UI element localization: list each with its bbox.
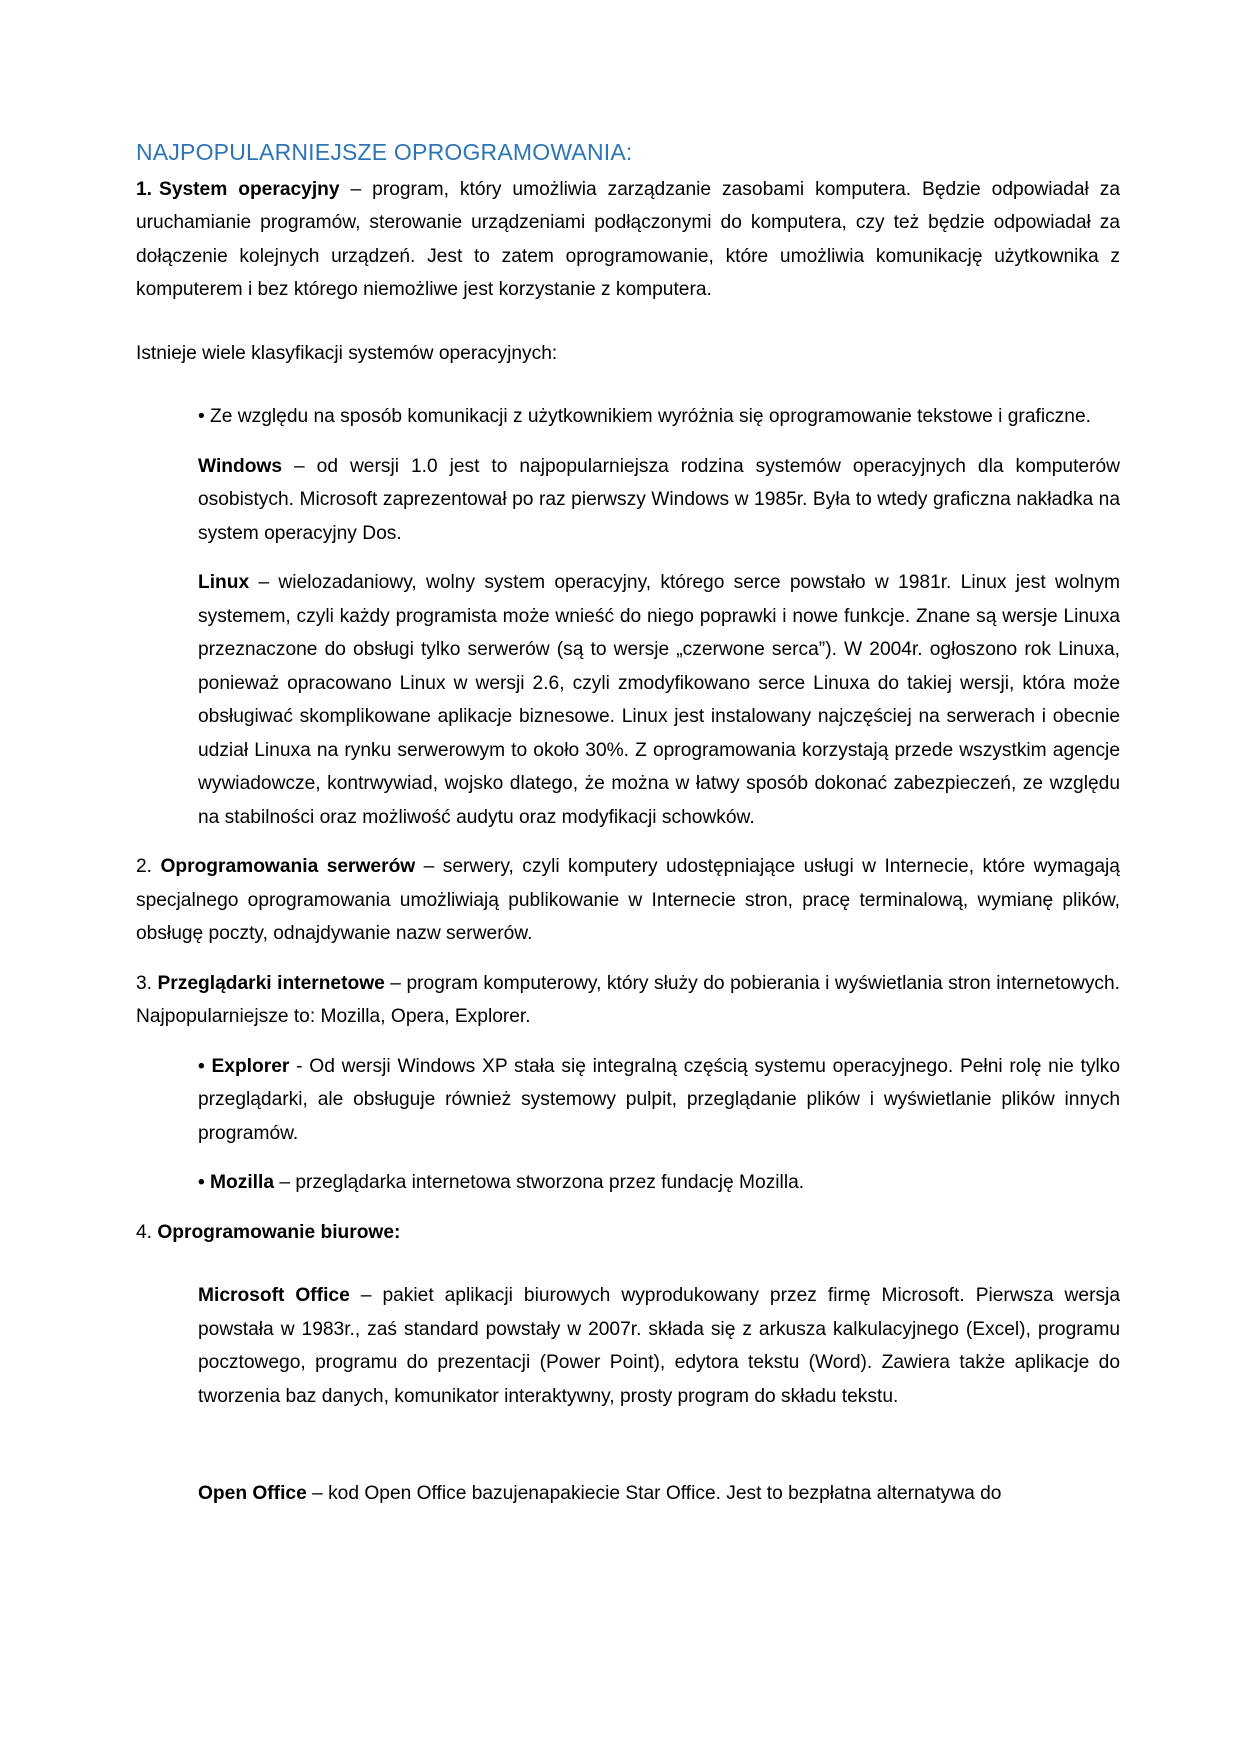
paragraph-system-operacyjny bbox=[136, 173, 1120, 307]
body-explorer: - Od wersji Windows XP stała się integralną częścią systemu operacyjnego. Pełni rolę nie tylko przeglądarki, ale obsługuje również systemowy pulpit, przeglądanie plików i wyświetlanie plików innych programów. bbox=[198, 1055, 1120, 1144]
term-microsoft-office: Microsoft Office bbox=[198, 1285, 350, 1307]
body-mozilla: – przeglądarka internetowa stworzona przez fundację Mozilla. bbox=[274, 1172, 805, 1194]
bullet-sposob-komunikacji: • Ze względu na sposób komunikacji z użytkownikiem wyróżnia się oprogramowanie tekstowe i graficzne. bbox=[198, 406, 1091, 428]
paragraph-windows bbox=[198, 450, 1120, 551]
list-number-4: 4. bbox=[136, 1221, 153, 1243]
list-number-3: 3. bbox=[136, 972, 153, 994]
term-system-operacyjny: System operacyjny bbox=[159, 178, 340, 200]
term-przegladarki-internetowe: Przeglądarki internetowe bbox=[152, 972, 385, 994]
body-windows: – od wersji 1.0 jest to najpopularniejsza rodzina systemów operacyjnych dla komputerów osobistych. Microsoft zaprezentował po raz pierwszy Windows w 1985r. Była to wtedy graficzna nakładka na system operacyjny Dos. bbox=[198, 455, 1120, 544]
term-explorer: Explorer bbox=[204, 1055, 290, 1077]
term-oprogramowania-serwerow: Oprogramowania serwerów bbox=[152, 856, 416, 878]
paragraph-microsoft-office bbox=[198, 1279, 1120, 1413]
bullet-marker-mozilla: • bbox=[198, 1172, 205, 1194]
term-windows: Windows bbox=[198, 455, 283, 477]
list-number-2: 2. bbox=[136, 856, 153, 878]
paragraph-open-office bbox=[198, 1477, 1120, 1511]
paragraph-oprogramowanie-biurowe bbox=[136, 1216, 1120, 1250]
bullet-marker-explorer: • bbox=[198, 1055, 205, 1077]
term-oprogramowanie-biurowe: Oprogramowanie biurowe: bbox=[152, 1221, 401, 1243]
body-system-operacyjny: – program, który umożliwia zarządzanie zasobami komputera. Będzie odpowiadał za uruchamianie programów, sterowanie urządzeniami podłączonymi do komputera, czy też będzie odpowiadał za dołączenie kolejnych urządzeń. Jest to zatem oprogramowanie, które umożliwia komunikację użytkownika z komputerem i bez którego niemożliwe jest korzystanie z komputera. bbox=[136, 178, 1120, 301]
term-mozilla: Mozilla bbox=[204, 1172, 275, 1194]
list-number-1: 1. bbox=[136, 178, 153, 200]
body-oprogramowania-serwerow: – serwery, czyli komputery udostępniające usługi w Internecie, które wymagają specjalnego oprogramowania umożliwiają publikowanie w Internecie stron, pracę terminalową, wymianę plików, obsługę poczty, odnajdywanie nazw serwerów. bbox=[136, 856, 1120, 945]
body-microsoft-office: – pakiet aplikacji biurowych wyprodukowany przez firmę Microsoft. Pierwsza wersja powstała w 1983r., zaś standard powstały w 2007r. składa się z arkusza kalkulacyjnego (Excel), programu pocztowego, programu do prezentacji (Power Point), edytora tekstu (Word). Zawiera także aplikacje do tworzenia baz danych, komunikator interaktywny, prosty program do składu tekstu. bbox=[198, 1285, 1120, 1407]
body-linux: – wielozadaniowy, wolny system operacyjny, którego serce powstało w 1981r. Linux jest wolnym systemem, czyli każdy programista może wnieść do niego poprawki i nowe funkcje. Znane są wersje Linuxa przeznaczone do obsługi tylko serwerów (są to wersje „czerwone serca”). W 2004r. ogłoszono rok Linuxa, ponieważ opracowano Linux w wersji 2.6, czyli zmodyfikowano serce Linuxa do takiej wersji, która może obsługiwać skomplikowane aplikacje biznesowe. Linux jest instalowany najczęściej na serwerach i obecnie udział Linuxa na rynku serwerowym to około 30%. Z oprogramowania korzystają przede wszystkim agencje wywiadowcze, kontrwywiad, wojsko dlatego, że można w łatwy sposób dokonać zabezpieczeń, ze względu na stabilności oraz możliwość audytu oraz modyfikacji schowków. bbox=[198, 572, 1120, 828]
paragraph-klasyfikacje: Istnieje wiele klasyfikacji systemów operacyjnych: bbox=[136, 342, 558, 364]
term-linux: Linux bbox=[198, 572, 250, 594]
paragraph-linux bbox=[198, 566, 1120, 834]
paragraph-przegladarki-internetowe bbox=[136, 967, 1120, 1034]
bullet-explorer bbox=[198, 1050, 1120, 1151]
bullet-mozilla bbox=[198, 1166, 1120, 1200]
paragraph-oprogramowania-serwerow bbox=[136, 850, 1120, 951]
body-przegladarki-internetowe: – program komputerowy, który służy do pobierania i wyświetlania stron internetowych. Najpopularniejsze to: Mozilla, Opera, Explorer. bbox=[136, 972, 1121, 1028]
page-title: NAJPOPULARNIEJSZE OPROGRAMOWANIA: bbox=[136, 139, 633, 165]
term-open-office: Open Office bbox=[198, 1483, 307, 1505]
body-open-office: – kod Open Office bazujenapakiecie Star Office. Jest to bezpłatna alternatywa do bbox=[306, 1483, 1002, 1505]
